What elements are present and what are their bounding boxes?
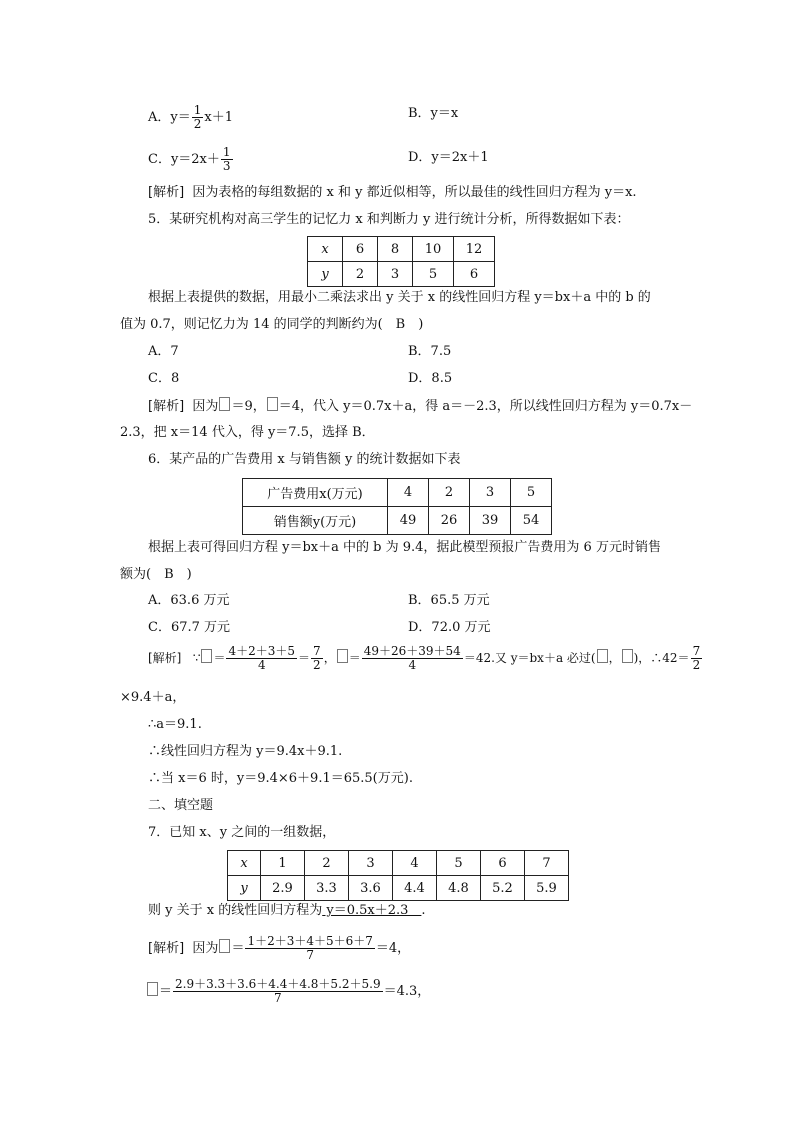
q4-option-d: D．y＝2x＋1 <box>408 150 489 165</box>
table-cell: 3 <box>378 262 413 287</box>
fraction: $\frac{7}{2}$ <box>313 644 321 672</box>
q5-analysis: [解析] 因为 ＝9， ＝4，代入 y＝0.7x＋a，得 a＝－2.3，所以线性回归方程为 y＝0.7x－ <box>148 399 693 414</box>
table-cell: 7 <box>525 851 569 876</box>
q4-option-a-fraction: $\frac{1}{2}$ <box>193 103 202 131</box>
q6-analysis-3: ∴a＝9.1. <box>148 717 202 732</box>
table-cell: 26 <box>429 507 470 535</box>
table-cell: 2 <box>305 851 349 876</box>
table-row <box>308 262 495 287</box>
table-cell: 3 <box>470 479 511 507</box>
q4-option-a: A．y＝ $\frac{1}{2}$ x＋1 <box>148 103 233 131</box>
table-cell: 1 <box>261 851 305 876</box>
table-cell: 5.9 <box>525 876 569 901</box>
q7-stem: 7．已知 x、y 之间的一组数据， <box>148 825 336 840</box>
table-cell: 3.3 <box>305 876 349 901</box>
q5-option-d: D．8.5 <box>408 371 453 386</box>
table-cell: 12 <box>454 237 495 262</box>
table-row <box>308 237 495 262</box>
y-bar-symbol-icon <box>622 649 633 663</box>
table-cell: 6 <box>481 851 525 876</box>
q7-analysis-2: ＝ $\frac{2.9+3.3+3.6+4.4+4.8+5.2+5.9}{7}$ ＝4.3， <box>146 978 430 1005</box>
table-cell: 54 <box>511 507 552 535</box>
analysis-tag: [解析] <box>148 399 185 414</box>
x-bar-symbol-icon <box>219 397 230 411</box>
table-cell: 4.4 <box>393 876 437 901</box>
y-bar-symbol-icon <box>337 649 348 663</box>
q6-option-d: D．72.0 万元 <box>408 620 491 635</box>
fraction: $\frac{4+2+3+5}{4}$ <box>228 644 296 672</box>
table-row <box>228 876 569 901</box>
table-cell: 10 <box>413 237 454 262</box>
q5-option-b: B．7.5 <box>408 344 452 359</box>
analysis-tag: [解析] <box>148 941 185 956</box>
q4-analysis: [解析] 因为表格的每组数据的 x 和 y 都近似相等，所以最佳的线性回归方程为 y＝x. <box>148 185 637 200</box>
table-cell: 3 <box>349 851 393 876</box>
q6-stem: 6．某产品的广告费用 x 与销售额 y 的统计数据如下表 <box>148 452 461 467</box>
table-cell: 6 <box>454 262 495 287</box>
table-cell: y <box>308 262 343 287</box>
fraction: $\frac{2.9+3.3+3.6+4.4+4.8+5.2+5.9}{7}$ <box>175 977 381 1005</box>
y-bar-symbol-icon <box>267 397 278 411</box>
q6-analysis: [解析] ∵ ＝ $\frac{4+2+3+5}{4}$ ＝ $\frac{7}{2}$ ， ＝ $\frac{49+26+39+54}{4}$ ＝42.又 y＝bx＋a 必过( ， )，∴42＝ $\frac{7}{2}$ <box>148 644 701 672</box>
table-cell: 4 <box>393 851 437 876</box>
analysis-tag: [解析] <box>148 651 182 665</box>
q4-option-c-fraction: $\frac{1}{3}$ <box>222 145 231 173</box>
table-cell: 销售额y(万元) <box>243 507 388 535</box>
q6-text-2: 额为( B ) <box>120 567 192 582</box>
table-cell: 2 <box>343 262 378 287</box>
q5-option-c: C．8 <box>148 371 180 386</box>
table-cell: 8 <box>378 237 413 262</box>
table-cell: 49 <box>388 507 429 535</box>
table-cell: 4.8 <box>437 876 481 901</box>
table-cell: 5 <box>511 479 552 507</box>
y-bar-symbol-icon <box>147 982 158 996</box>
table-cell: 5 <box>413 262 454 287</box>
q6-text-1: 根据上表可得回归方程 y＝bx＋a 中的 b 为 9.4，据此模型预报广告费用为 6 万元时销售 <box>148 540 661 555</box>
table-cell: 广告费用x(万元) <box>243 479 388 507</box>
q7-analysis: [解析] 因为 ＝ $\frac{1+2+3+4+5+6+7}{7}$ ＝4， <box>148 934 411 962</box>
section-title: 二、填空题 <box>148 798 214 813</box>
table-cell: 4 <box>388 479 429 507</box>
q6-analysis-5: ∴当 x＝6 时，y＝9.4×6＋9.1＝65.5(万元). <box>148 771 413 786</box>
table-cell: 3.6 <box>349 876 393 901</box>
x-bar-symbol-icon <box>201 649 212 663</box>
table-cell: y <box>228 876 261 901</box>
q4-option-c: C．y＝2x＋ $\frac{1}{3}$ <box>148 145 231 173</box>
analysis-tag: [解析] <box>148 185 185 200</box>
table-row <box>243 507 552 535</box>
q7-answer-line: 则 y 关于 x 的线性回归方程为 y＝0.5x＋2.3 . <box>148 903 426 918</box>
q6-option-c: C．67.7 万元 <box>148 620 231 635</box>
table-cell: x <box>228 851 261 876</box>
q5-text-2: 值为 0.7，则记忆力为 14 的同学的判断约为( B ) <box>120 317 424 332</box>
table-cell: 2.9 <box>261 876 305 901</box>
fraction: $\frac{1+2+3+4+5+6+7}{7}$ <box>247 934 373 962</box>
x-bar-symbol-icon <box>597 649 608 663</box>
fraction: $\frac{7}{2}$ <box>692 644 701 672</box>
q6-option-b: B．65.5 万元 <box>408 593 490 608</box>
q5-table <box>307 236 495 287</box>
q6-analysis-4: ∴线性回归方程为 y＝9.4x＋9.1. <box>148 744 343 759</box>
q5-analysis-2: 2.3，把 x＝14 代入，得 y＝7.5，选择 B． <box>120 425 375 440</box>
q4-option-b: B．y＝x <box>408 106 459 121</box>
q5-text-1: 根据上表提供的数据，用最小二乘法求出 y 关于 x 的线性回归方程 y＝bx＋a 中的 b 的 <box>148 290 651 305</box>
table-cell: 5 <box>437 851 481 876</box>
q6-option-a: A．63.6 万元 <box>148 593 230 608</box>
table-cell: x <box>308 237 343 262</box>
q7-table <box>227 850 569 901</box>
table-cell: 5.2 <box>481 876 525 901</box>
q5-stem: 5．某研究机构对高三学生的记忆力 x 和判断力 y 进行统计分析，所得数据如下表： <box>148 212 630 227</box>
fraction: $\frac{49+26+39+54}{4}$ <box>363 644 461 672</box>
table-row <box>228 851 569 876</box>
x-bar-symbol-icon <box>219 939 230 953</box>
q6-analysis-2: ×9.4＋a， <box>120 690 186 705</box>
q5-option-a: A．7 <box>148 344 179 359</box>
table-cell: 2 <box>429 479 470 507</box>
q7-answer: y＝0.5x＋2.3 <box>322 903 422 918</box>
table-cell: 39 <box>470 507 511 535</box>
table-row <box>243 479 552 507</box>
q6-table <box>242 478 552 535</box>
table-cell: 6 <box>343 237 378 262</box>
